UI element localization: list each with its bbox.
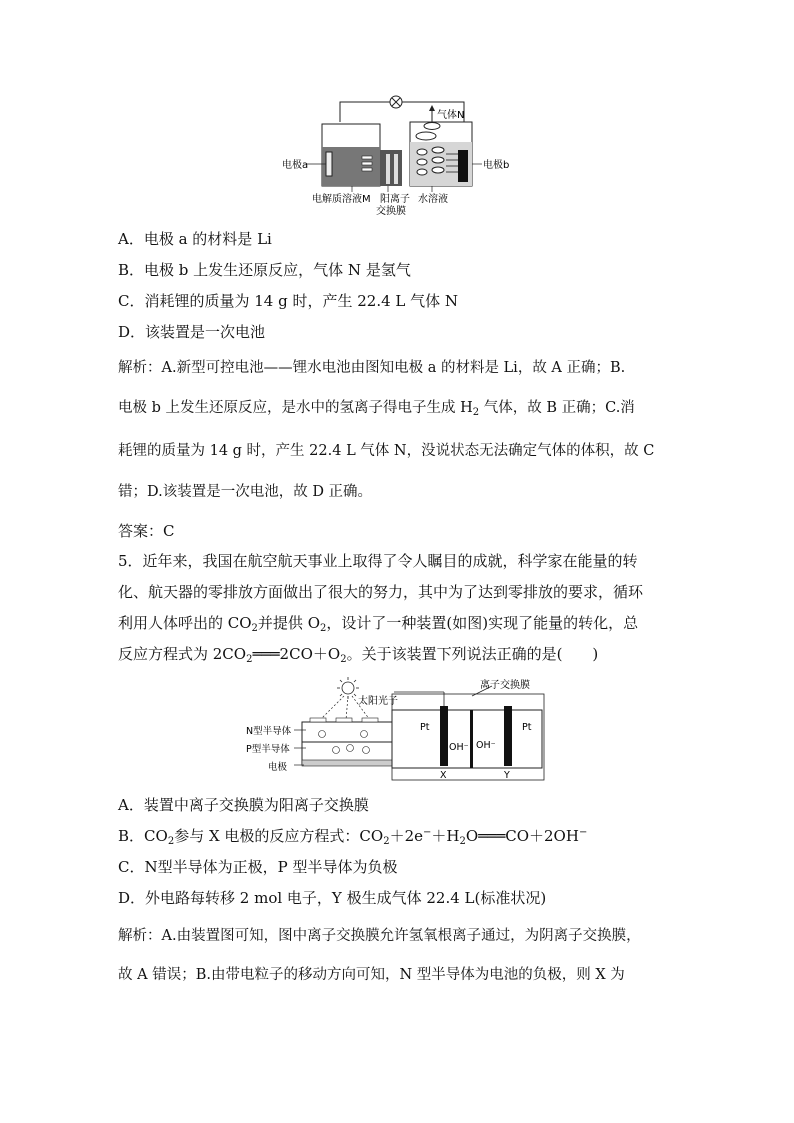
- q4-option-b: B．电极 b 上发生还原反应，气体 N 是氢气: [118, 261, 411, 279]
- label-n-semiconductor: N型半导体: [246, 726, 292, 737]
- electrode-b: [458, 150, 468, 182]
- q4-option-a: A．电极 a 的材料是 Li: [118, 230, 272, 248]
- q5-solution-line-1: 解析：A.由装置图可知，图中离子交换膜允许氢氧根离子通过，为阴离子交换膜，: [118, 928, 641, 944]
- label-pt-left: Pt: [420, 722, 430, 733]
- q4-solution-line-1: 解析：A.新型可控电池——锂水电池由图知电极 a 的材料是 Li，故 A 正确；B.: [118, 360, 626, 376]
- lamp-icon: [390, 96, 402, 108]
- q5-option-a: A．装置中离子交换膜为阳离子交换膜: [118, 796, 369, 814]
- label-y: Y: [504, 770, 510, 781]
- label-membrane-2: 交换膜: [376, 206, 406, 217]
- q5-solution-line-2: 故 A 错误；B.由带电粒子的移动方向可知，N 型半导体为电池的负极，则 X 为: [118, 967, 625, 983]
- label-electrode-a: 电极a: [282, 160, 309, 171]
- label-electrode-b: 电极b: [483, 160, 510, 171]
- lithium-water-battery-diagram: [282, 92, 522, 217]
- q4-solution-line-2: 电极 b 上发生还原反应，是水中的氢离子得电子生成 $H_2$ 气体，故 B 正确；C.消: [118, 400, 635, 418]
- q5-option-c: C．N型半导体为正极，P 型半导体为负极: [118, 858, 398, 876]
- q4-option-c: C．消耗锂的质量为 14 g 时，产生 22.4 L 气体 N: [118, 292, 459, 310]
- q5-stem-line-1: 5．近年来，我国在航空航天事业上取得了令人瞩目的成就，科学家在能量的转: [118, 552, 638, 570]
- electrode-x: [440, 706, 448, 766]
- label-p-semiconductor: P型半导体: [246, 744, 290, 755]
- q5-stem-line-2: 化、航天器的零排放方面做出了很大的努力，其中为了达到零排放的要求，循环: [118, 583, 644, 601]
- q5-stem-line-4: 反应方程式为 $2CO_2═══2CO+O_2$。关于该装置下列说法正确的是( ): [118, 645, 599, 665]
- electrode-y: [504, 706, 512, 766]
- label-electrode: 电极: [268, 762, 288, 773]
- photo-electrochemical-device-diagram: [246, 676, 552, 782]
- q5-option-b: B．$CO_2$参与 X 电极的反应方程式：$CO_2+2e^-+H_2O═══CO+2OH^-$: [118, 827, 588, 847]
- label-electrolyte: 电解质溶液M: [312, 194, 371, 205]
- label-oh-left: OH⁻: [449, 742, 469, 753]
- label-sun-photon: 太阳光子: [358, 696, 398, 707]
- label-pt-right: Pt: [522, 722, 532, 733]
- label-water-solution: 水溶液: [418, 194, 448, 205]
- q4-answer: 答案：C: [118, 522, 175, 540]
- q4-solution-line-4: 错；D.该装置是一次电池，故 D 正确。: [118, 484, 373, 500]
- label-ion-membrane: 离子交换膜: [480, 680, 530, 691]
- sun-icon: [337, 677, 359, 699]
- electrode-a: [326, 152, 332, 176]
- q5-option-d: D．外电路每转移 2 mol 电子，Y 极生成气体 22.4 L(标准状况): [118, 889, 547, 907]
- label-oh-right: OH⁻: [476, 740, 496, 751]
- ion-exchange-membrane: [470, 710, 473, 768]
- q4-option-d: D．该装置是一次电池: [118, 323, 266, 341]
- label-membrane: 阳离子: [380, 194, 410, 205]
- q4-solution-line-3: 耗锂的质量为 14 g 时，产生 22.4 L 气体 N，没说状态无法确定气体的体积，故 C: [118, 443, 655, 459]
- label-gas-n: 气体N: [437, 110, 465, 121]
- q5-stem-line-3: 利用人体呼出的 $CO_2$并提供 $O_2$，设计了一种装置(如图)实现了能量的转化，总: [118, 614, 639, 634]
- label-x: X: [440, 770, 447, 781]
